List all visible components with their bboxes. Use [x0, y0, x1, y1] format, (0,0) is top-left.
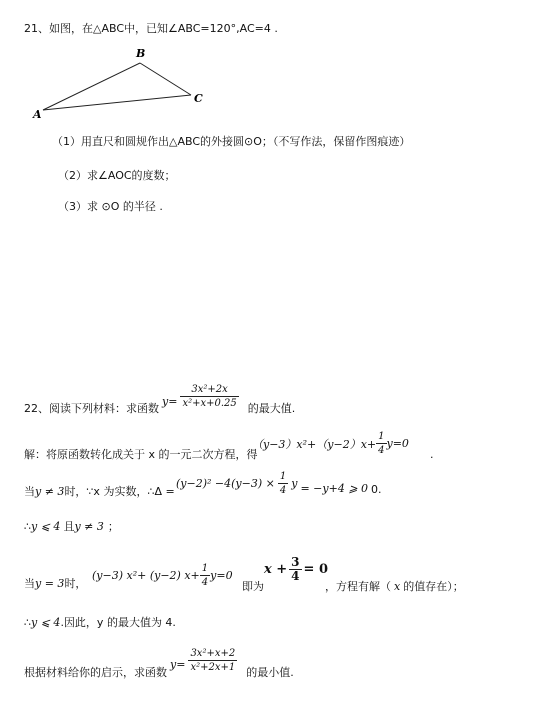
q22-task-denominator: x²+2x+1 — [190, 661, 236, 673]
q22-therefore2 — [24, 614, 176, 630]
label-c: C — [194, 92, 203, 105]
q22-therefore1-a: ∴ — [24, 519, 31, 533]
q22-case2-eq-b: y=0 — [210, 569, 233, 582]
label-b: B — [136, 47, 146, 60]
q22-case1-expr-a: (y−2)² −4(y−3) × — [176, 477, 275, 490]
q22-therefore1-m1: y ⩽ 4 — [31, 519, 61, 533]
q22-case2-frac-num: 1 — [201, 563, 209, 574]
q22-case1-expr-c: = −y+4 ⩾ 0 — [300, 482, 369, 495]
q22-case2-eq2-den: 4 — [291, 569, 300, 583]
q22-case2-cond: y = 3 — [35, 576, 65, 590]
q22-case2-x: x — [394, 579, 401, 593]
q22-case2-eq2-b: = 0 — [303, 562, 328, 577]
q22-sol-dot: . — [430, 448, 434, 461]
q22-therefore1-c: ； — [107, 520, 119, 533]
q22-case1 — [24, 483, 175, 499]
q21-header: 21、如图，在△ABC中，已知∠ABC=120°,AC=4 . — [24, 22, 278, 35]
q22-intro-tail: 的最大值. — [247, 402, 296, 415]
q22-case1-frac-num: 1 — [279, 471, 287, 482]
q22-intro — [24, 376, 295, 416]
q22-case2-tail — [325, 578, 464, 594]
q22-therefore1 — [24, 518, 119, 534]
q22-case2-b: 时， — [64, 577, 87, 590]
q22-sol-eq-a: （y−3）x²+（y−2）x+ — [252, 437, 377, 451]
q21-part1: （1）用直尺和圆规作出△ABC的外接圆⊙O；（不写作法，保留作图痕迹） — [52, 135, 411, 148]
q22-case2 — [24, 575, 86, 591]
q22-therefore2-m: y ⩽ 4 — [31, 615, 61, 629]
q22-solution-equation — [252, 430, 409, 457]
q22-case2-d: ，方程有解（ — [325, 580, 391, 593]
side-bc — [140, 63, 191, 95]
q22-case1-cond: y ≠ 3 — [35, 484, 65, 498]
q22-therefore2-a: ∴ — [24, 615, 31, 629]
q22-case2-equation2 — [264, 556, 328, 583]
q22-sol-eq-b: y=0 — [386, 437, 409, 450]
q22-case1-expr-b: y — [291, 477, 298, 490]
q22-sol-frac-num: 1 — [378, 431, 385, 442]
q22-case1-end: 0. — [371, 483, 382, 496]
triangle-figure — [28, 45, 218, 125]
side-ab — [43, 63, 140, 110]
q22-solution-text: 解：将原函数转化成关于 x 的一元二次方程，得 — [24, 448, 258, 461]
q22-therefore1-m2: y ≠ 3 — [74, 519, 104, 533]
q22-case2-c: 即为 — [242, 580, 264, 593]
q22-case2-eq2-num: 3 — [291, 555, 300, 569]
q22-sol-frac-den: 4 — [378, 445, 385, 456]
q22-intro-numerator: 3x²+2x — [191, 383, 228, 395]
q22-task-fraction — [188, 647, 237, 674]
q21-part3: （3）求 ⊙O 的半径 . — [58, 200, 163, 213]
q22-case1-fraction — [278, 470, 288, 497]
q22-sol-eq-fraction — [376, 430, 386, 457]
q22-case2-eq2-fraction — [289, 556, 301, 583]
q22-case1-b: 时，∵x 为实数，∴Δ = — [64, 485, 175, 498]
q22-intro-y: y= — [162, 394, 178, 408]
q22-intro-text: 22、阅读下列材料：求函数 — [24, 402, 159, 415]
q22-therefore2-b: .因此，y 的最大值为 4. — [60, 616, 176, 629]
q22-task-text: 根据材料给你的启示，求函数 — [24, 666, 167, 679]
q22-therefore1-b: 且 — [63, 520, 75, 533]
q22-case2-eq2-a: x + — [264, 562, 288, 577]
q22-intro-denominator: x²+x+0.25 — [182, 397, 237, 409]
q22-intro-fraction — [180, 383, 238, 410]
q22-case1-expression — [176, 470, 382, 497]
q22-case2-fraction — [200, 562, 210, 589]
q22-case1-frac-den: 4 — [279, 485, 287, 496]
q21-part2: （2）求∠AOC的度数； — [58, 169, 176, 182]
q22-task-numerator: 3x²+x+2 — [190, 647, 236, 659]
q22-case2-e: 的值存在）； — [403, 580, 464, 593]
q22-task-tail: 的最小值. — [246, 666, 294, 679]
q22-task-y: y= — [170, 657, 186, 671]
side-ac — [43, 95, 191, 110]
q22-case2-equation — [92, 562, 233, 589]
q22-task — [24, 640, 294, 680]
q22-case2-a: 当 — [24, 577, 35, 590]
q22-case2-frac-den: 4 — [201, 577, 209, 588]
label-a: A — [33, 108, 42, 121]
q22-case2-eq-a: (y−3) x²+ (y−2) x+ — [92, 569, 200, 582]
q22-case1-a: 当 — [24, 485, 35, 498]
